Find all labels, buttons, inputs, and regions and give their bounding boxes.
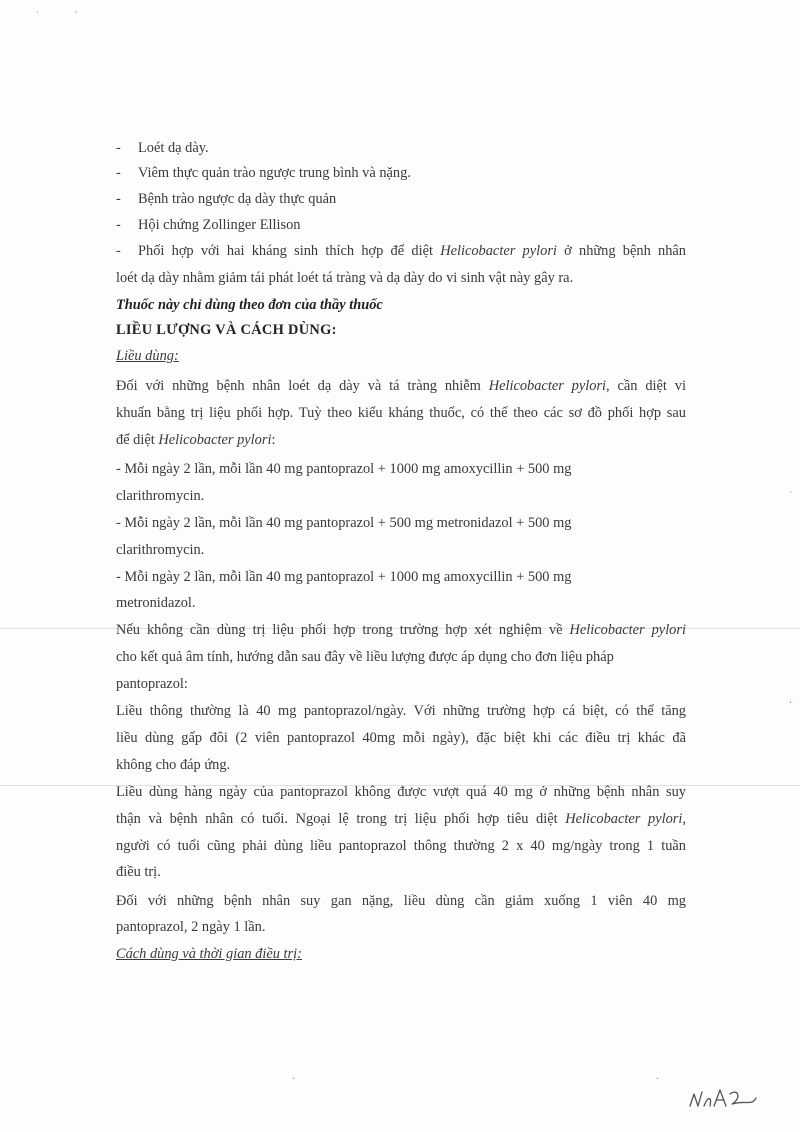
section-heading: LIỀU LƯỢNG VÀ CÁCH DÙNG: [116,322,337,338]
bullet-marker: - [116,140,121,156]
regimen-line: clarithromycin. [116,542,205,558]
paragraph-line: điều trị. [116,864,161,880]
paragraph-line: Đối với những bệnh nhân suy gan nặng, liều dùng cần giảm xuống 1 viên 40 mg [116,893,686,909]
combo-indication-line: Phối hợp với hai kháng sinh thích hợp để diệt Helicobacter pylori ở những bệnh nhân [138,243,686,259]
bullet-marker: - [116,191,121,207]
paragraph-line: khuẩn bằng trị liệu phối hợp. Tuỳ theo kiểu kháng thuốc, có thể theo các sơ đồ phối hợp sau [116,405,686,421]
combo-indication-line: loét dạ dày nhằm giảm tái phát loét tá tràng và dạ dày do vi sinh vật này gây ra. [116,270,574,286]
regimen-line: clarithromycin. [116,488,205,504]
indication-item: Viêm thực quản trào ngược trung bình và nặng. [138,165,411,181]
paragraph-line: pantoprazol: [116,676,188,692]
margin-dot: · [789,698,793,709]
paragraph-line: liều dùng gấp đôi (2 viên pantoprazol 40mg mỗi ngày), đặc biệt khi các điều trị khác đã [116,730,686,746]
bullet-marker: - [116,217,121,233]
indication-item: Hội chứng Zollinger Ellison [138,217,301,233]
margin-dot: · [36,8,40,19]
paragraph-line: Nếu không cần dùng trị liệu phối hợp trong trường hợp xét nghiệm về Helicobacter pylori [116,622,686,638]
margin-dot: · [789,488,793,499]
margin-dot: · [74,8,78,19]
footer-mark: . [292,1068,295,1082]
bullet-marker: - [116,165,121,181]
regimen-line: metronidazol. [116,595,196,611]
paragraph-line: người có tuổi cũng phải dùng liều pantoprazol thông thường 2 x 40 mg/ngày trong 1 tuần [116,838,686,854]
indication-item: Bệnh trào ngược dạ dày thực quản [138,191,337,207]
paragraph-line: pantoprazol, 2 ngày 1 lần. [116,919,266,935]
paragraph-line: Liều thông thường là 40 mg pantoprazol/ngày. Với những trường hợp cá biệt, có thể tăng [116,703,686,719]
paragraph-line: Liều dùng hàng ngày của pantoprazol không được vượt quá 40 mg ở những bệnh nhân suy [116,784,686,800]
administration-subheading: Cách dùng và thời gian điều trị: [116,946,302,962]
regimen-line: - Mỗi ngày 2 lần, mỗi lần 40 mg pantoprazol + 500 mg metronidazol + 500 mg [116,515,572,531]
paragraph-line: thận và bệnh nhân có tuổi. Ngoại lệ trong trị liệu phối hợp tiêu diệt Helicobacter pylori, [116,811,686,827]
dosage-subheading: Liều dùng: [116,348,179,364]
indication-item: Loét dạ dày. [138,140,209,156]
paragraph-line: cho kết quả âm tính, hướng dẫn sau đây về liều lượng được áp dụng cho đơn liệu pháp [116,649,614,665]
paragraph-line: không cho đáp ứng. [116,757,231,773]
regimen-line: - Mỗi ngày 2 lần, mỗi lần 40 mg pantoprazol + 1000 mg amoxycillin + 500 mg [116,461,572,477]
prescription-note: Thuốc này chỉ dùng theo đơn của thầy thuốc [116,297,383,313]
paragraph-line: để diệt Helicobacter pylori: [116,432,276,448]
handwritten-signature [686,1076,762,1116]
paragraph-line: Đối với những bệnh nhân loét dạ dày và tá tràng nhiễm Helicobacter pylori, cần diệt vi [116,378,686,394]
regimen-line: - Mỗi ngày 2 lần, mỗi lần 40 mg pantoprazol + 1000 mg amoxycillin + 500 mg [116,569,572,585]
footer-mark: . [656,1068,659,1082]
bullet-marker: - [116,243,121,259]
